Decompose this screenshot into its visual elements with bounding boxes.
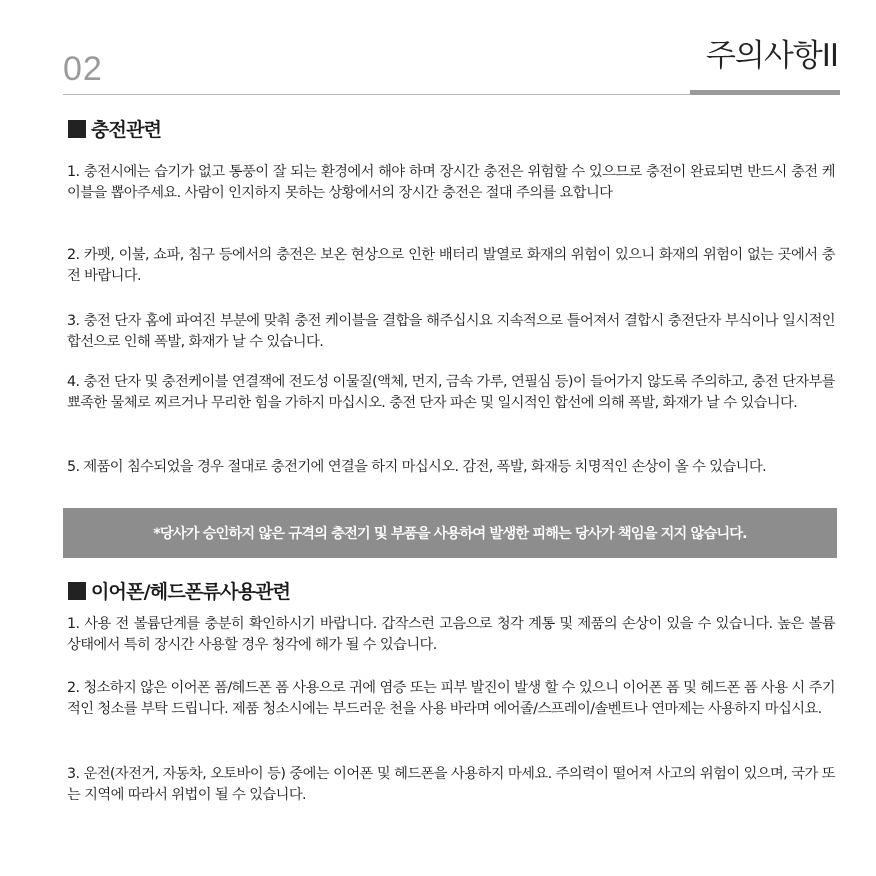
notice-banner	[63, 508, 837, 558]
section-heading-earphones	[68, 577, 290, 604]
charging-item-4: 4. 충전 단자 및 충전케이블 연결잭에 전도성 이물질(액체, 먼지, 금속 가루, 연필심 등)이 들어가지 않도록 주의하고, 충전 단자부를 뾰족한 물체로 찌르거나 무리한 힘을 가하지 마십시오. 충전 단자 파손 및 일시적인 합선에 의해 폭발, 화재가 날 수 있습니다.	[67, 374, 835, 411]
page-number: 02	[63, 50, 103, 88]
square-bullet-icon	[68, 120, 86, 138]
charging-item-1: 1. 충전시에는 습기가 없고 통풍이 잘 되는 환경에서 해야 하며 장시간 충전은 위험할 수 있으므로 충전이 완료되면 반드시 충전 케이블을 뽑아주세요. 사람이 인지하지 못하는 상황에서의 장시간 충전은 절대 주의를 요합니다	[67, 164, 835, 201]
earphone-item-2: 2. 청소하지 않은 이어폰 폼/헤드폰 폼 사용으로 귀에 염증 또는 피부 발진이 발생 할 수 있으니 이어폰 폼 및 헤드폰 폼 사용 시 주기적인 청소를 부탁 드립니다. 제품 청소시에는 부드러운 천을 사용 바라며 에어졸/스프레이/솔벤트나 연마제는 사용하지 마십시요.	[67, 680, 835, 717]
notice-text: *당사가 승인하지 않은 규격의 충전기 및 부품을 사용하여 발생한 피해는 당사가 책임을 지지 않습니다.	[153, 526, 747, 542]
charging-item-5: 5. 제품이 침수되었을 경우 절대로 충전기에 연결을 하지 마십시오. 감전, 폭발, 화재등 치명적인 손상이 올 수 있습니다.	[67, 459, 767, 475]
section-heading-label: 이어폰/헤드폰류사용관련	[91, 581, 291, 603]
square-bullet-icon	[68, 582, 86, 600]
section-heading-label: 충전관련	[91, 119, 162, 141]
charging-item-3: 3. 충전 단자 홈에 파여진 부분에 맞춰 충전 케이블을 결합을 해주십시요 지속적으로 틀어져서 결합시 충전단자 부식이나 일시적인 합선으로 인해 폭발, 화재가 날 수 있습니다.	[67, 313, 835, 350]
section-heading-charging	[68, 115, 161, 142]
page-title: 주의사항II	[705, 38, 838, 74]
earphone-item-1: 1. 사용 전 볼륨단계를 충분히 확인하시기 바랍니다. 갑작스런 고음으로 청각 계통 및 제품의 손상이 있을 수 있습니다. 높은 볼륨 상태에서 특히 장시간 사용할 경우 청각에 해가 될 수 있습니다.	[67, 616, 835, 653]
earphone-item-3: 3. 운전(자전거, 자동차, 오토바이 등) 중에는 이어폰 및 헤드폰을 사용하지 마세요. 주의력이 떨어져 사고의 위험이 있으며, 국가 또는 지역에 따라서 위법이 될 수 있습니다.	[67, 766, 835, 803]
charging-item-2: 2. 카펫, 이불, 쇼파, 침구 등에서의 충전은 보온 현상으로 인한 배터리 발열로 화재의 위험이 있으니 화재의 위험이 없는 곳에서 충전 바랍니다.	[67, 247, 835, 284]
header-accent-bar	[690, 90, 840, 95]
